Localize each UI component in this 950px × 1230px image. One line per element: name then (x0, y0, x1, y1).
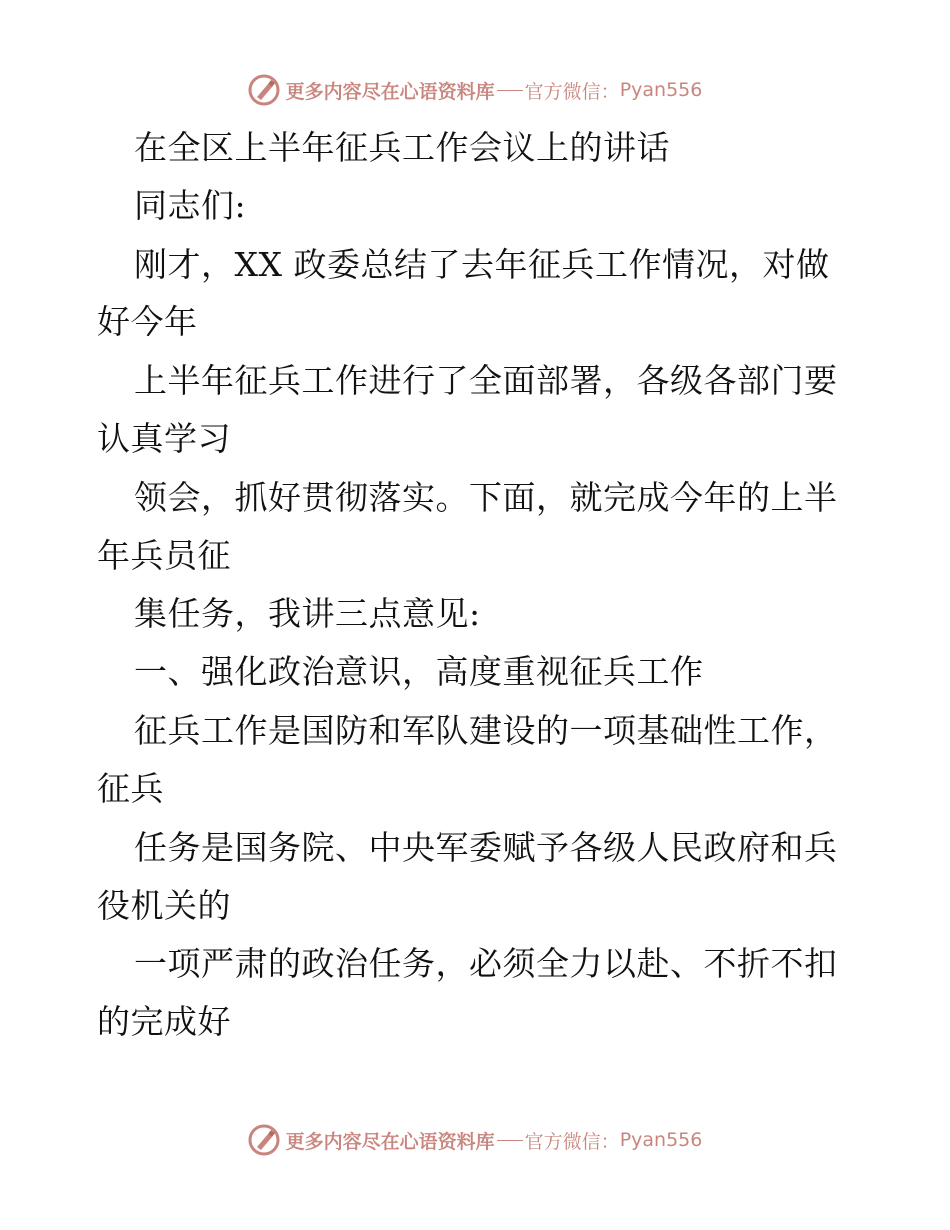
banner-slogan: 更多内容尽在心语资料库 (285, 1130, 495, 1153)
text-line: 刚才，XX 政委总结了去年征兵工作情况，对做 (134, 245, 830, 284)
banner-divider (497, 1140, 523, 1141)
text-line: 征兵 (97, 769, 164, 808)
pen-logo-icon (248, 74, 280, 106)
text-line: 的完成好 (97, 1002, 231, 1041)
text-line: 役机关的 (97, 886, 231, 925)
banner-wechat-id: Pyan556 (619, 1129, 703, 1151)
header-banner (0, 70, 950, 110)
text-line: 年兵员征 (97, 536, 231, 575)
text-line: 认真学习 (97, 419, 231, 458)
footer-banner (0, 1120, 950, 1160)
document-title: 在全区上半年征兵工作会议上的讲话 (134, 128, 670, 167)
section-heading: 一、强化政治意识，高度重视征兵工作 (134, 652, 704, 691)
text-line: 一项严肃的政治任务，必须全力以赴、不折不扣 (134, 944, 838, 983)
banner-slogan: 更多内容尽在心语资料库 (285, 80, 495, 103)
banner-wechat-label: 官方微信： (524, 80, 620, 103)
pen-logo-icon (248, 1124, 280, 1156)
banner-wechat-id: Pyan556 (619, 79, 703, 101)
text-line: 任务是国务院、中央军委赋予各级人民政府和兵 (134, 828, 838, 867)
text-line: 同志们: (134, 186, 247, 225)
text-line: 上半年征兵工作进行了全面部署，各级各部门要 (134, 361, 838, 400)
banner-divider (497, 90, 523, 91)
banner-wechat-label: 官方微信： (524, 1130, 620, 1153)
text-line: 征兵工作是国防和军队建设的一项基础性工作， (134, 711, 838, 750)
text-line: 领会，抓好贯彻落实。下面，就完成今年的上半 (134, 478, 838, 517)
text-line: 集任务，我讲三点意见: (134, 594, 481, 633)
text-line: 好今年 (97, 302, 198, 341)
